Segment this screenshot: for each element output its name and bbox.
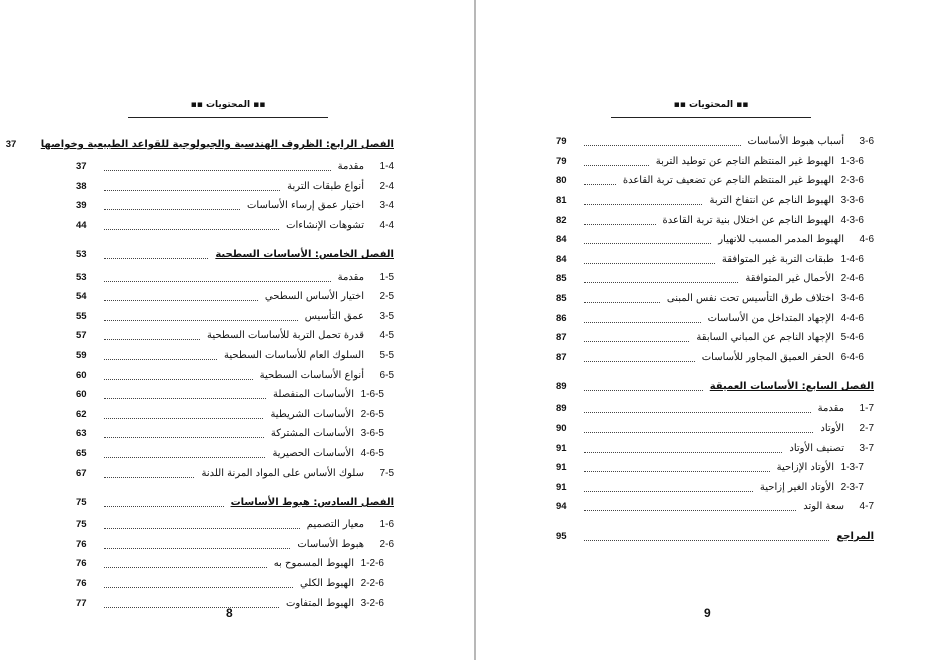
toc-page-number: 76 [76, 558, 87, 570]
section-number: 2-7 [859, 423, 874, 435]
section-title: طبقات التربة غير المتوافقة [721, 253, 834, 265]
toc-page-number: 95 [556, 530, 567, 542]
section-title: مقدمة [337, 271, 364, 283]
section-title: الهبوط المسموح به [273, 558, 354, 570]
dot-leader [584, 165, 649, 166]
dot-leader [584, 282, 738, 283]
section-title: الهبوط الكلي [299, 577, 354, 589]
dot-leader [104, 418, 263, 419]
toc-entry-row [556, 132, 874, 152]
dot-leader [104, 359, 217, 360]
header-rule [611, 117, 811, 118]
section-title: الهبوط غير المنتظم الناجم عن توطيد التربة [655, 155, 834, 167]
dot-leader [104, 209, 240, 210]
toc-entry-row [76, 535, 394, 555]
section-number: 3-7 [859, 442, 874, 454]
section-number: 1-3-6 [840, 155, 864, 167]
toc-page-number: 82 [556, 214, 567, 226]
toc-page-number: 79 [556, 155, 567, 167]
toc-entry-row [556, 458, 874, 478]
section-title: عمق التأسيس [304, 310, 364, 322]
toc-page-number: 65 [76, 448, 87, 460]
section-title: اختيار الأساس السطحي [264, 291, 364, 303]
dot-leader [584, 263, 715, 264]
section-title: اختلاف طرق التأسيس تحت نفس المبنى [666, 293, 834, 305]
section-number: 4-5 [379, 330, 394, 342]
toc-entry-row [556, 399, 874, 419]
toc-entry-row [76, 515, 394, 535]
dot-leader [584, 302, 660, 303]
toc-entry-row [556, 152, 874, 172]
toc-page-number: 55 [76, 310, 87, 322]
toc-page-number: 38 [76, 180, 87, 192]
toc-page-number: 84 [556, 234, 567, 246]
section-number: 3-4 [379, 200, 394, 212]
header-rule [128, 117, 328, 118]
toc-entry-row [76, 346, 394, 366]
dot-leader [104, 229, 279, 230]
dot-leader [104, 190, 280, 191]
section-number: 2-6-5 [360, 408, 384, 420]
header-title: ▪▪ المحتويات ▪▪ [190, 100, 266, 110]
dot-leader [584, 390, 703, 391]
dot-leader [584, 184, 616, 185]
section-title: الأساسات المشتركة [270, 428, 354, 440]
toc-entry-row [556, 289, 874, 309]
section-number: 3-6-5 [360, 428, 384, 440]
section-title: هبوط الأساسات [297, 538, 364, 550]
toc-page-number: 53 [76, 249, 87, 261]
dot-leader [584, 341, 689, 342]
dot-leader [584, 540, 829, 541]
toc-entry-row [76, 267, 394, 287]
section-title: سعة الوتد [803, 501, 844, 513]
toc-entry-row [76, 196, 394, 216]
toc-page-number: 91 [556, 481, 567, 493]
section-number: 6-4-6 [840, 351, 864, 363]
toc-chapter-row [76, 490, 394, 515]
section-title: الهبوط الناجم عن انتفاخ التربة [709, 195, 834, 207]
toc-entry-row [76, 593, 394, 613]
dot-leader [584, 452, 782, 453]
dot-leader [104, 300, 258, 301]
toc-page-number: 53 [76, 271, 87, 283]
dot-leader [584, 471, 770, 472]
section-number: 1-4-6 [840, 253, 864, 265]
dot-leader [104, 170, 331, 171]
section-number: 7-5 [379, 467, 394, 479]
section-title: مقدمة [337, 161, 364, 173]
section-number: 1-2-6 [360, 558, 384, 570]
dot-leader [104, 506, 224, 507]
section-number: 1-6-5 [360, 389, 384, 401]
section-title: الإجهاد الناجم عن المباني السابقة [696, 332, 834, 344]
chapter-title: الفصل السابع: الأساسات العميقة [709, 381, 874, 393]
dot-leader [104, 339, 200, 340]
section-number: 1-6 [379, 519, 394, 531]
toc-page-number: 76 [76, 538, 87, 550]
toc-page-number: 84 [556, 253, 567, 265]
toc-page-number: 57 [76, 330, 87, 342]
section-number: 4-6 [859, 234, 874, 246]
section-title: الأساسات الحصيرية [272, 448, 354, 460]
section-number: 1-3-7 [840, 462, 864, 474]
toc-page-number: 37 [76, 161, 87, 173]
toc-entry-row [556, 438, 874, 458]
section-number: 3-4-6 [840, 293, 864, 305]
section-title: الحفر العميق المجاور للأساسات [701, 351, 834, 363]
toc-entry-row [556, 328, 874, 348]
dot-leader [584, 243, 711, 244]
dot-leader [584, 145, 741, 146]
dot-leader [104, 477, 194, 478]
toc-entry-row [76, 216, 394, 236]
right-page [476, 0, 950, 660]
page-number: 8 [226, 606, 233, 620]
page-header [611, 100, 811, 120]
section-number: 3-3-6 [840, 195, 864, 207]
toc-page-number: 80 [556, 175, 567, 187]
toc-entry-row [556, 419, 874, 439]
section-number: 1-7 [859, 403, 874, 415]
dot-leader [104, 528, 300, 529]
section-title: أسباب هبوط الأساسات [747, 136, 844, 148]
toc-page-number: 54 [76, 291, 87, 303]
dot-leader [584, 361, 695, 362]
toc-page-number: 76 [76, 577, 87, 589]
section-number: 4-3-6 [840, 214, 864, 226]
section-number: 3-2-6 [360, 597, 384, 609]
toc-page-number: 75 [76, 519, 87, 531]
dot-leader [104, 437, 264, 438]
section-title: اختيار عمق إرساء الأساسات [247, 200, 364, 212]
toc-entry-row [556, 171, 874, 191]
dot-leader [104, 379, 253, 380]
section-number: 4-4-6 [840, 312, 864, 324]
section-title: معيار التصميم [306, 519, 364, 531]
toc-entry-row [76, 326, 394, 346]
section-title: الإجهاد المتداخل من الأساسات [707, 312, 834, 324]
toc-page-number: 39 [76, 200, 87, 212]
dot-leader [584, 322, 701, 323]
toc-page-number: 89 [556, 381, 567, 393]
toc-page-number: 91 [556, 442, 567, 454]
toc-entry-row [76, 157, 394, 177]
section-number: 2-3-7 [840, 481, 864, 493]
dot-leader [104, 548, 290, 549]
section-title: مقدمة [817, 403, 844, 415]
left-page [0, 0, 474, 660]
section-title: تصنيف الأوتاد [789, 442, 844, 454]
toc-entry-row [76, 365, 394, 385]
toc-page-number: 79 [556, 136, 567, 148]
section-title: الأساسات الشريطية [270, 408, 354, 420]
toc-entry-row [556, 191, 874, 211]
section-title: الهبوط المتفاوت [285, 597, 354, 609]
section-number: 5-5 [379, 350, 394, 362]
toc-page-number: 85 [556, 293, 567, 305]
toc-chapter-row [556, 374, 874, 399]
section-title: تشوهات الإنشاءات [286, 220, 364, 232]
dot-leader [104, 607, 279, 608]
dot-leader [104, 258, 208, 259]
toc-list [5, 132, 394, 613]
section-title: أنواع الأساسات السطحية [259, 369, 364, 381]
dot-leader [584, 204, 702, 205]
toc-entry-row [76, 405, 394, 425]
toc-chapter-row [556, 524, 874, 549]
toc-entry-row [556, 269, 874, 289]
dot-leader [104, 567, 267, 568]
toc-entry-row [76, 287, 394, 307]
toc-entry-row [76, 385, 394, 405]
toc-entry-row [556, 308, 874, 328]
section-number: 1-4 [379, 161, 394, 173]
section-title: قدرة تحمل التربة للأساسات السطحية [207, 330, 364, 342]
toc-page-number: 81 [556, 195, 567, 207]
toc-page-number: 63 [76, 428, 87, 440]
toc-page-number: 87 [556, 332, 567, 344]
section-number: 2-4 [379, 180, 394, 192]
section-title: الأحمال غير المتوافقة [745, 273, 834, 285]
toc-chapter-row [76, 242, 394, 267]
chapter-title: الفصل السادس: هبوط الأساسات [230, 496, 394, 508]
dot-leader [584, 224, 656, 225]
chapter-title: الفصل الخامس: الأساسات السطحية [215, 249, 394, 261]
toc-entry-row [76, 444, 394, 464]
toc-entry-row [76, 307, 394, 327]
section-title: الأوتاد الغير إزاحية [759, 481, 834, 493]
section-number: 6-5 [379, 369, 394, 381]
toc-page-number: 60 [76, 369, 87, 381]
toc-entry-row [76, 554, 394, 574]
section-number: 4-7 [859, 501, 874, 513]
section-title: الهبوط الناجم عن اختلال بنية تربة القاعدة [662, 214, 834, 226]
dot-leader [584, 491, 753, 492]
toc-page-number: 60 [76, 389, 87, 401]
page-header [128, 100, 328, 120]
section-number: 3-5 [379, 310, 394, 322]
section-number: 4-6-5 [360, 448, 384, 460]
dot-leader [584, 412, 811, 413]
section-title: السلوك العام للأساسات السطحية [224, 350, 364, 362]
section-number: 2-6 [379, 538, 394, 550]
section-number: 2-3-6 [840, 175, 864, 187]
toc-entry-row [556, 348, 874, 368]
page-number: 9 [704, 606, 711, 620]
toc-chapter-row [5, 132, 394, 157]
toc-page-number: 44 [76, 220, 87, 232]
section-number: 1-5 [379, 271, 394, 283]
dot-leader [104, 587, 293, 588]
toc-entry-row [76, 177, 394, 197]
dot-leader [584, 510, 796, 511]
dot-leader [104, 398, 266, 399]
chapter-title: الفصل الرابع: الظروف الهندسية والجيولوجية للقواعد الطبيعية وخواصها [40, 139, 394, 150]
toc-page-number: 87 [556, 351, 567, 363]
dot-leader [104, 457, 265, 458]
toc-page-number: 67 [76, 467, 87, 479]
toc-entry-row [76, 463, 394, 483]
toc-page-number: 75 [76, 496, 87, 508]
toc-page-number: 91 [556, 462, 567, 474]
toc-page-number: 90 [556, 423, 567, 435]
dot-leader [104, 320, 298, 321]
section-number: 2-5 [379, 291, 394, 303]
toc-entry-row [76, 574, 394, 594]
section-number: 2-2-6 [360, 577, 384, 589]
section-title: الهبوط غير المنتظم الناجم عن تضعيف تربة القاعدة [622, 175, 834, 187]
dot-leader [584, 432, 813, 433]
section-number: 2-4-6 [840, 273, 864, 285]
toc-page-number: 89 [556, 403, 567, 415]
section-title: الهبوط المدمر المسبب للانهيار [718, 234, 844, 246]
toc-page-number: 94 [556, 501, 567, 513]
header-title: ▪▪ المحتويات ▪▪ [673, 100, 749, 110]
toc-list [556, 132, 874, 549]
toc-entry-row [76, 424, 394, 444]
dot-leader [104, 281, 331, 282]
toc-page-number: 85 [556, 273, 567, 285]
section-title: الأوتاد [820, 423, 844, 435]
toc-page-number: 37 [5, 139, 17, 150]
toc-entry-row [556, 230, 874, 250]
toc-page-number: 62 [76, 408, 87, 420]
toc-entry-row [556, 210, 874, 230]
section-title: سلوك الأساس على المواد المرنة اللدنة [201, 467, 364, 479]
section-title: الأساسات المنفصلة [273, 389, 354, 401]
section-number: 5-4-6 [840, 332, 864, 344]
section-title: الأوتاد الإزاحية [776, 462, 834, 474]
section-number: 3-6 [859, 136, 874, 148]
toc-page-number: 86 [556, 312, 567, 324]
toc-page-number: 59 [76, 350, 87, 362]
toc-entry-row [556, 250, 874, 270]
toc-entry-row [556, 497, 874, 517]
section-number: 4-4 [379, 220, 394, 232]
chapter-title: المراجع [836, 530, 874, 542]
toc-entry-row [556, 478, 874, 498]
toc-page-number: 77 [76, 597, 87, 609]
section-title: أنواع طبقات التربة [287, 180, 364, 192]
